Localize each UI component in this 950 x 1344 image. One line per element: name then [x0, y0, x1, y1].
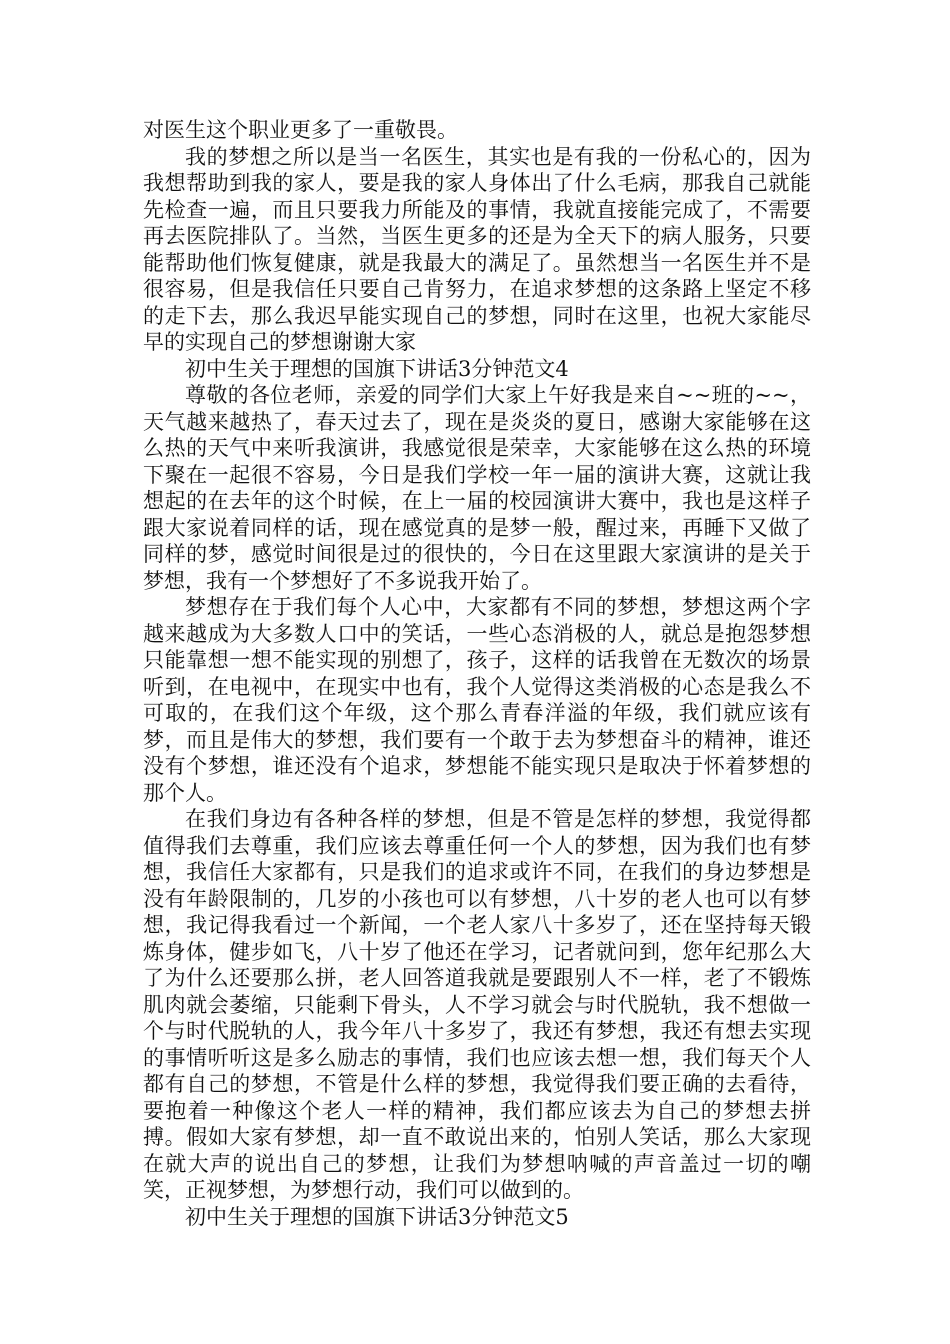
paragraph-dream-in-heart: 梦想存在于我们每个人心中，大家都有不同的梦想，梦想这两个字越来越成为大多数人口中的笑话，一些心态消极的人，就总是抱怨梦想只能靠想一想不能实现的别想了，孩子，这样的话我曾在无数次的场景听到，在电视中，在现实中也有，我个人觉得这类消极的心态是我么不可取的，在我们这个年级，这个那么青春洋溢的年级，我们就应该有梦，而且是伟大的梦想，我们要有一个敢于去为梦想奋斗的精神，谁还没有个梦想，谁还没有个追求，梦想能不能实现只是取决于怀着梦想的那个人。 [143, 595, 811, 805]
paragraph-doctor-dream: 我的梦想之所以是当一名医生，其实也是有我的一份私心的，因为我想帮助到我的家人，要是我的家人身体出了什么毛病，那我自己就能先检查一遍，而且只要我力所能及的事情，我就直接能完成了，不需要再去医院排队了。当然，当医生更多的还是为全天下的病人服务，只要能帮助他们恢复健康，就是我最大的满足了。虽然想当一名医生并不是很容易，但是我信任只要自己肯努力，在追求梦想的这条路上坚定不移的走下去，那么我迟早能实现自己的梦想，同时在这里，也祝大家能尽早的实现自己的梦想谢谢大家 [143, 144, 811, 354]
paragraph-respect-dreams: 在我们身边有各种各样的梦想，但是不管是怎样的梦想，我觉得都值得我们去尊重，我们应该去尊重任何一个人的梦想，因为我们也有梦想，我信任大家都有，只是我们的追求或许不同，在我们的身边梦想是没有年龄限制的，几岁的小孩也可以有梦想，八十岁的老人也可以有梦想，我记得我看过一个新闻，一个老人家八十多岁了，还在坚持每天锻炼身体，健步如飞，八十岁了他还在学习，记者就问到，您年纪那么大了为什么还要那么拼，老人回答道我就是要跟别人不一样，老了不锻炼肌肉就会萎缩，只能剩下骨头，人不学习就会与时代脱轨，我不想做一个与时代脱轨的人，我今年八十多岁了，我还有梦想，我还有想去实现的事情听听这是多么励志的事情，我们也应该去想一想，我们每天个人都有自己的梦想，不管是什么样的梦想，我觉得我们要正确的去看待，要抱着一种像这个老人一样的精神，我们都应该去为自己的梦想去拼搏。假如大家有梦想，却一直不敢说出来的，怕别人笑话，那么大家现在就大声的说出自己的梦想，让我们为梦想呐喊的声音盖过一切的嘲笑，正视梦想，为梦想行动，我们可以做到的。 [143, 807, 811, 1202]
document-page [143, 117, 811, 1230]
paragraph-continuation: 对医生这个职业更多了一重敬畏。 [143, 118, 458, 142]
section-heading-5: 初中生关于理想的国旗下讲话3分钟范文5 [185, 1204, 569, 1229]
paragraph-speech-opening: 尊敬的各位老师，亲爱的同学们大家上午好我是来自~~班的~~，天气越来越热了，春天过去了，现在是炎炎的夏日，感谢大家能够在这么热的天气中来听我演讲，我感觉很是荣幸，大家能够在这么热的环境下聚在一起很不容易，今日是我们学校一年一届的演讲大赛，这就让我想起的在去年的这个时候，在上一届的校园演讲大赛中，我也是这样子跟大家说着同样的话，现在感觉真的是梦一般，醒过来，再睡下又做了同样的梦，感觉时间很是过的很快的，今日在这里跟大家演讲的是关于梦想，我有一个梦想好了不多说我开始了。 [143, 383, 811, 593]
section-heading-4: 初中生关于理想的国旗下讲话3分钟范文4 [185, 356, 569, 381]
